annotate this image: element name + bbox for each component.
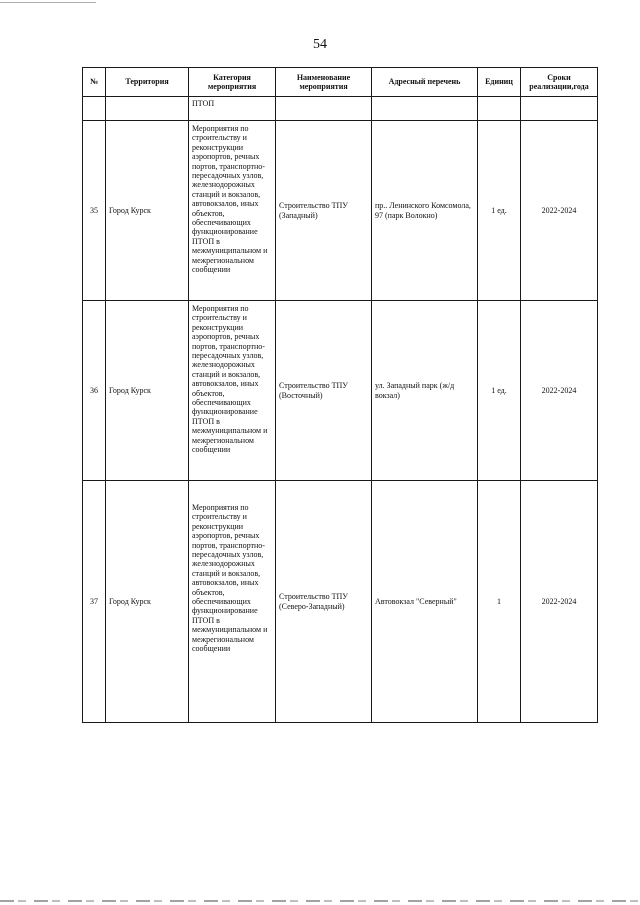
cell-units: 1 — [478, 481, 521, 723]
cell-address: пр.. Ленинского Комсомола, 97 (парк Волокно) — [372, 121, 478, 301]
cell-units — [478, 97, 521, 121]
cell-category: Мероприятия по строительству и реконструкции аэропортов, речных портов, транспортно-пересадочных узлов, железнодорожных станций и вокзалов, автовокзалов, иных объектов, обеспечивающих функционирование ПТОП в межмуниципальном и межрегиональном сообщении — [189, 301, 276, 481]
measures-table — [82, 67, 598, 723]
cell-terms: 2022-2024 — [521, 481, 598, 723]
table-row — [83, 301, 598, 481]
page-number: 54 — [313, 37, 327, 52]
cell-address: Автовокзал "Северный" — [372, 481, 478, 723]
cell-terms: 2022-2024 — [521, 301, 598, 481]
cell-terms: 2022-2024 — [521, 121, 598, 301]
cell-territory: Город Курск — [106, 301, 189, 481]
cell-num: 37 — [83, 481, 106, 723]
cell-num: 35 — [83, 121, 106, 301]
header-category: Категория мероприятия — [189, 68, 276, 97]
table-row — [83, 121, 598, 301]
cell-num — [83, 97, 106, 121]
cell-category: Мероприятия по строительству и реконструкции аэропортов, речных портов, транспортно-пересадочных узлов, железнодорожных станций и вокзалов, автовокзалов, иных объектов, обеспечивающих функционирование ПТОП в межмуниципальном и межрегиональном сообщении — [189, 121, 276, 301]
cell-territory: Город Курск — [106, 481, 189, 723]
cell-units: 1 ед. — [478, 301, 521, 481]
cell-territory: Город Курск — [106, 121, 189, 301]
header-num: № — [83, 68, 106, 97]
cell-terms — [521, 97, 598, 121]
header-territory: Территория — [106, 68, 189, 97]
cell-category: ПТОП — [189, 97, 276, 121]
header-address: Адресный перечень — [372, 68, 478, 97]
scan-artifact-bottom — [0, 900, 640, 902]
cell-address — [372, 97, 478, 121]
table-header-row — [83, 68, 598, 97]
header-units: Единиц — [478, 68, 521, 97]
cell-units: 1 ед. — [478, 121, 521, 301]
scan-artifact-top — [0, 2, 96, 3]
table-row — [83, 481, 598, 723]
cell-num: 36 — [83, 301, 106, 481]
cell-category: Мероприятия по строительству и реконструкции аэропортов, речных портов, транспортно-пересадочных узлов, железнодорожных станций и вокзалов, автовокзалов, иных объектов, обеспечивающих функционирование ПТОП в межмуниципальном и межрегиональном сообщении — [189, 481, 276, 723]
cell-name: Строительство ТПУ (Северо-Западный) — [276, 481, 372, 723]
table-row-continuation — [83, 97, 598, 121]
cell-territory — [106, 97, 189, 121]
header-name: Наименование мероприятия — [276, 68, 372, 97]
cell-name: Строительство ТПУ (Западный) — [276, 121, 372, 301]
header-terms: Сроки реализации,года — [521, 68, 598, 97]
cell-name: Строительство ТПУ (Восточный) — [276, 301, 372, 481]
cell-name — [276, 97, 372, 121]
cell-address: ул. Западный парк (ж/д вокзал) — [372, 301, 478, 481]
